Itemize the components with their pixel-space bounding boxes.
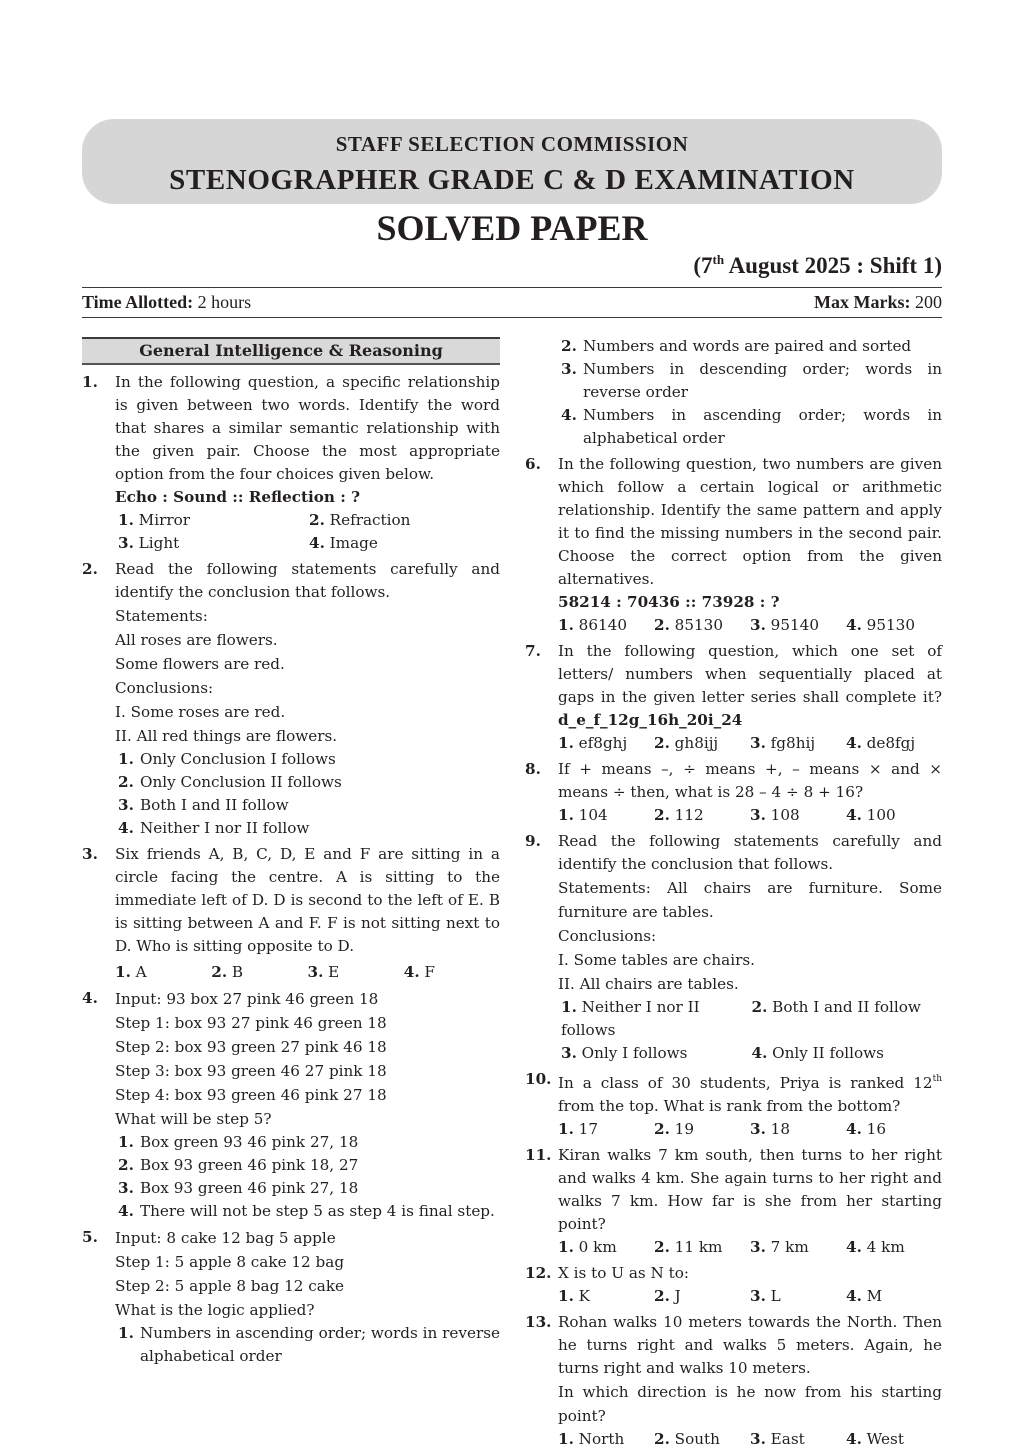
options	[115, 509, 500, 555]
page-title: SOLVED PAPER	[376, 208, 648, 248]
option[interactable]: 3. Both I and II follow	[118, 796, 289, 814]
option[interactable]: 1. A	[115, 963, 147, 981]
exam-name: STENOGRAPHER GRADE C & D EXAMINATION	[169, 164, 855, 196]
option[interactable]: 3. Numbers in descending order; words in reverse order	[561, 360, 942, 401]
options	[115, 961, 500, 984]
option[interactable]: 2. B	[211, 963, 244, 981]
option[interactable]: 2. 19	[654, 1120, 695, 1138]
option[interactable]: 1. ef8ghj	[558, 734, 628, 752]
option[interactable]: 4. West	[846, 1430, 904, 1448]
options	[558, 732, 942, 755]
option[interactable]: 3. Light	[118, 534, 180, 552]
divider	[82, 317, 942, 318]
options	[115, 1322, 500, 1368]
option[interactable]: 4. 4 km	[846, 1238, 905, 1256]
question-text: If + means –, ÷ means +, – means × and × means ÷ then, what is 28 – 4 ÷ 8 + 16?	[558, 760, 942, 801]
option[interactable]: 2. Refraction	[309, 511, 411, 529]
options	[558, 1236, 942, 1259]
question-text: Read the following statements carefully and identify the conclusion that follows.	[115, 560, 500, 601]
question-1: 1. In the following question, a specific relationship is given between two words. Identify the word that shares a similar semantic relationship with the given pair. Choose the most appropriate option from the four choices given below. Echo : Sound :: Reflection : ? 1. Mirror 2. Refraction 3. Light 4. Image	[82, 371, 500, 555]
question-9: 9. Read the following statements carefully and identify the conclusion that follows. Statements: All chairs are furniture. Some furniture are tables. Conclusions: I. Some tables are chairs. II. All chairs are tables. 1. Neither I nor II follows 2. Both I and II follow 3. Only I follows 4. Only II follows	[525, 830, 942, 1065]
question-7: 7. In the following question, which one set of letters/ numbers when sequentially placed at gaps in the given letter series shall complete it? d_e_f_12g_16h_20i_24 1. ef8ghj 2. gh8ijj 3. fg8hij 4. de8fgj	[525, 640, 942, 755]
option[interactable]: 4. Only II follows	[751, 1044, 884, 1062]
question-5-continued	[525, 335, 942, 450]
option[interactable]: 4. 16	[846, 1120, 887, 1138]
option[interactable]: 1. 17	[558, 1120, 599, 1138]
option[interactable]: 4. 100	[846, 806, 896, 824]
option[interactable]: 4. 95130	[846, 616, 916, 634]
option[interactable]: 3. Only I follows	[561, 1044, 688, 1062]
option[interactable]: 2. Both I and II follow	[751, 998, 921, 1016]
option[interactable]: 1. North	[558, 1430, 625, 1448]
option[interactable]: 1. Box green 93 46 pink 27, 18	[118, 1133, 359, 1151]
question-text: In a class of 30 students, Priya is ranked 12th from the top. What is rank from the bottom?	[558, 1074, 942, 1115]
options	[558, 996, 942, 1065]
question-12: 12. X is to U as N to: 1. K 2. J 3. L 4. M	[525, 1262, 942, 1308]
option[interactable]: 3. L	[750, 1287, 781, 1305]
option[interactable]: 4. M	[846, 1287, 883, 1305]
question-text: In the following question, a specific relationship is given between two words. Identify the word that shares a similar semantic relationship with the given pair. Choose the most appropriate option from the four choices given below.	[115, 373, 500, 483]
option[interactable]: 4. There will not be step 5 as step 4 is final step.	[118, 1202, 495, 1220]
option[interactable]: 4. F	[403, 963, 435, 981]
option[interactable]: 3. 108	[750, 806, 800, 824]
question-8: 8. If + means –, ÷ means +, – means × and × means ÷ then, what is 28 – 4 ÷ 8 + 16? 1. 104 2. 112 3. 108 4. 100	[525, 758, 942, 827]
option[interactable]: 1. 104	[558, 806, 608, 824]
question-pair: 58214 : 70436 :: 73928 : ?	[558, 593, 780, 611]
options	[558, 614, 942, 637]
question-6: 6. In the following question, two numbers are given which follow a certain logical or arithmetic relationship. Identify the same pattern and apply it to find the missing numbers in the second pair. Choose the correct option from the given alternatives. 58214 : 70436 :: 73928 : ? 1. 86140 2. 85130 3. 95140 4. 95130	[525, 453, 942, 637]
question-13: 13. Rohan walks 10 meters towards the North. Then he turns right and walks 5 meters. Again, he turns right and walks 10 meters. In which direction is he now from his starting point? 1. North 2. South 3. East 4. West	[525, 1311, 942, 1451]
option[interactable]: 3. Box 93 green 46 pink 27, 18	[118, 1179, 359, 1197]
option[interactable]: 4. Neither I nor II follow	[118, 819, 310, 837]
question-pair: Echo : Sound :: Reflection : ?	[115, 488, 361, 506]
option[interactable]: 2. South	[654, 1430, 720, 1448]
option[interactable]: 1. 86140	[558, 616, 628, 634]
section-heading: General Intelligence & Reasoning	[82, 337, 500, 365]
option[interactable]: 2. 85130	[654, 616, 724, 634]
option[interactable]: 1. Only Conclusion I follows	[118, 750, 336, 768]
question-text: In the following question, two numbers are given which follow a certain logical or arithmetic relationship. Identify the same pattern and apply it to find the missing numbers in the second pair. Choose the correct option from the given alternatives.	[558, 455, 942, 588]
max-marks: Max Marks: 200	[814, 292, 942, 312]
option[interactable]: 3. E	[307, 963, 340, 981]
exam-date: (7th August 2025 : Shift 1)	[693, 252, 942, 278]
option[interactable]: 2. Box 93 green 46 pink 18, 27	[118, 1156, 359, 1174]
option[interactable]: 3. 18	[750, 1120, 791, 1138]
commission-name: STAFF SELECTION COMMISSION	[335, 132, 689, 156]
time-allotted: Time Allotted: 2 hours	[82, 292, 252, 312]
question-text: In the following question, which one set of letters/ numbers when sequentially placed at gaps in the given letter series shall complete it? d_e_f_12g_16h_20i_24	[558, 642, 942, 729]
question-text: X is to U as N to:	[558, 1264, 689, 1282]
option[interactable]: 2. 11 km	[654, 1238, 723, 1256]
option[interactable]: 2. Numbers and words are paired and sorted	[561, 337, 912, 355]
option[interactable]: 1. 0 km	[558, 1238, 617, 1256]
header-banner	[82, 119, 942, 204]
option[interactable]: 4. Numbers in ascending order; words in alphabetical order	[561, 406, 942, 447]
option[interactable]: 2. J	[654, 1287, 681, 1305]
question-10: 10. In a class of 30 students, Priya is ranked 12th from the top. What is rank from the bottom? 1. 17 2. 19 3. 18 4. 16	[525, 1068, 942, 1141]
options	[115, 1131, 500, 1223]
options	[558, 1118, 942, 1141]
options	[558, 335, 942, 450]
question-text: Rohan walks 10 meters towards the North. Then he turns right and walks 5 meters. Again, he turns right and walks 10 meters.	[558, 1313, 942, 1377]
option[interactable]: 3. fg8hij	[750, 734, 816, 752]
left-column	[82, 335, 500, 1371]
options	[115, 748, 500, 840]
option[interactable]: 1. Neither I nor II follows	[561, 998, 700, 1039]
question-text: Read the following statements carefully and identify the conclusion that follows.	[558, 832, 942, 873]
options	[558, 804, 942, 827]
question-2: 2. Read the following statements carefully and identify the conclusion that follows. Statements: All roses are flowers. Some flowers are red. Conclusions: I. Some roses are red. II. All red things are flowers. 1. Only Conclusion I follows 2. Only Conclusion II follows 3. Both I and II follow 4. Neither I nor II follow	[82, 558, 500, 840]
option[interactable]: 2. 112	[654, 806, 704, 824]
question-3: 3. Six friends A, B, C, D, E and F are sitting in a circle facing the centre. A is sitting to the immediate left of D. D is second to the left of E. B is sitting between A and F. F is not sitting next to D. Who is sitting opposite to D. 1. A 2. B 3. E 4. F	[82, 843, 500, 984]
option[interactable]: 1. Mirror	[118, 511, 191, 529]
question-text: Kiran walks 7 km south, then turns to her right and walks 4 km. She again turns to her right and walks 7 km. How far is she from her starting point?	[558, 1146, 942, 1233]
option[interactable]: 1. Numbers in ascending order; words in reverse alphabetical order	[118, 1324, 500, 1365]
option[interactable]: 2. Only Conclusion II follows	[118, 773, 342, 791]
options	[558, 1285, 942, 1308]
question-5: 5. Input: 8 cake 12 bag 5 apple Step 1: 5 apple 8 cake 12 bag Step 2: 5 apple 8 bag 12 cake What is the logic applied? 1. Numbers in ascending order; words in reverse alphabetical order	[82, 1226, 500, 1368]
right-column	[525, 335, 942, 1454]
option[interactable]: 4. de8fgj	[846, 734, 916, 752]
question-4: 4. Input: 93 box 27 pink 46 green 18 Step 1: box 93 27 pink 46 green 18 Step 2: box 93 green 27 pink 46 18 Step 3: box 93 green 46 27 pink 18 Step 4: box 93 green 46 pink 27 18 What will be step 5? 1. Box green 93 46 pink 27, 18 2. Box 93 green 46 pink 18, 27 3. Box 93 green 46 pink 27, 18 4. There will not be step 5 as step 4 is final step.	[82, 987, 500, 1223]
option[interactable]: 1. K	[558, 1287, 591, 1305]
option[interactable]: 3. 7 km	[750, 1238, 809, 1256]
divider	[82, 287, 942, 288]
option[interactable]: 3. 95140	[750, 616, 820, 634]
question-text: Six friends A, B, C, D, E and F are sitting in a circle facing the centre. A is sitting to the immediate left of D. D is second to the left of E. B is sitting between A and F. F is not sitting next to D. Who is sitting opposite to D.	[115, 845, 500, 955]
question-11: 11. Kiran walks 7 km south, then turns to her right and walks 4 km. She again turns to her right and walks 7 km. How far is she from her starting point? 1. 0 km 2. 11 km 3. 7 km 4. 4 km	[525, 1144, 942, 1259]
option[interactable]: 2. gh8ijj	[654, 734, 719, 752]
option[interactable]: 3. East	[750, 1430, 805, 1448]
option[interactable]: 4. Image	[309, 534, 378, 552]
